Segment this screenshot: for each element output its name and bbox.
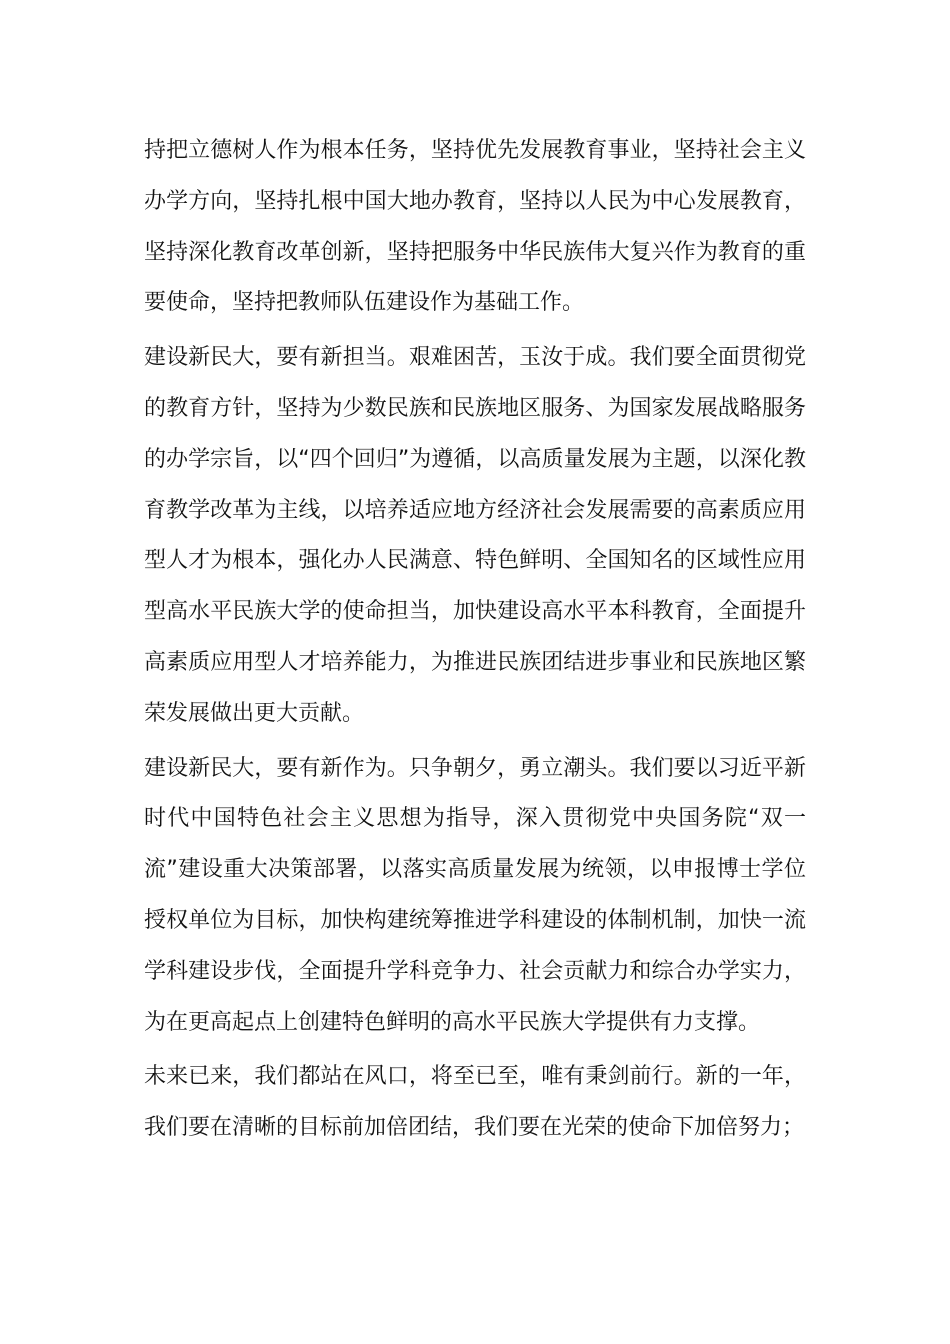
- document-page: [144, 126, 806, 1158]
- paragraph-3: 建设新民大，要有新作为。只争朝夕，勇立潮头。我们要以习近平新时代中国特色社会主义思想为指导，深入贯彻党中央国务院“双一流”建设重大决策部署，以落实高质量发展为统领，以申报博士学位授权单位为目标，加快构建统筹推进学科建设的体制机制，加快一流学科建设步伐，全面提升学科竞争力、社会贡献力和综合办学实力，为在更高起点上创建特色鲜明的高水平民族大学提供有力支撑。: [144, 755, 806, 1035]
- paragraph-2: 建设新民大，要有新担当。艰难困苦，玉汝于成。我们要全面贯彻党的教育方针，坚持为少数民族和民族地区服务、为国家发展战略服务的办学宗旨，以“四个回归”为遵循，以高质量发展为主题，以深化教育教学改革为主线，以培养适应地方经济社会发展需要的高素质应用型人才为根本，强化办人民满意、特色鲜明、全国知名的区域性应用型高水平民族大学的使命担当，加快建设高水平本科教育，全面提升高素质应用型人才培养能力，为推进民族团结进步事业和民族地区繁荣发展做出更大贡献。: [144, 345, 806, 726]
- paragraph-1: 持把立德树人作为根本任务，坚持优先发展教育事业，坚持社会主义办学方向，坚持扎根中国大地办教育，坚持以人民为中心发展教育，坚持深化教育改革创新，坚持把服务中华民族伟大复兴作为教育的重要使命，坚持把教师队伍建设作为基础工作。: [144, 138, 806, 316]
- paragraph-4: 未来已来，我们都站在风口，将至已至，唯有秉剑前行。新的一年，我们要在清晰的目标前加倍团结，我们要在光荣的使命下加倍努力；: [144, 1064, 806, 1141]
